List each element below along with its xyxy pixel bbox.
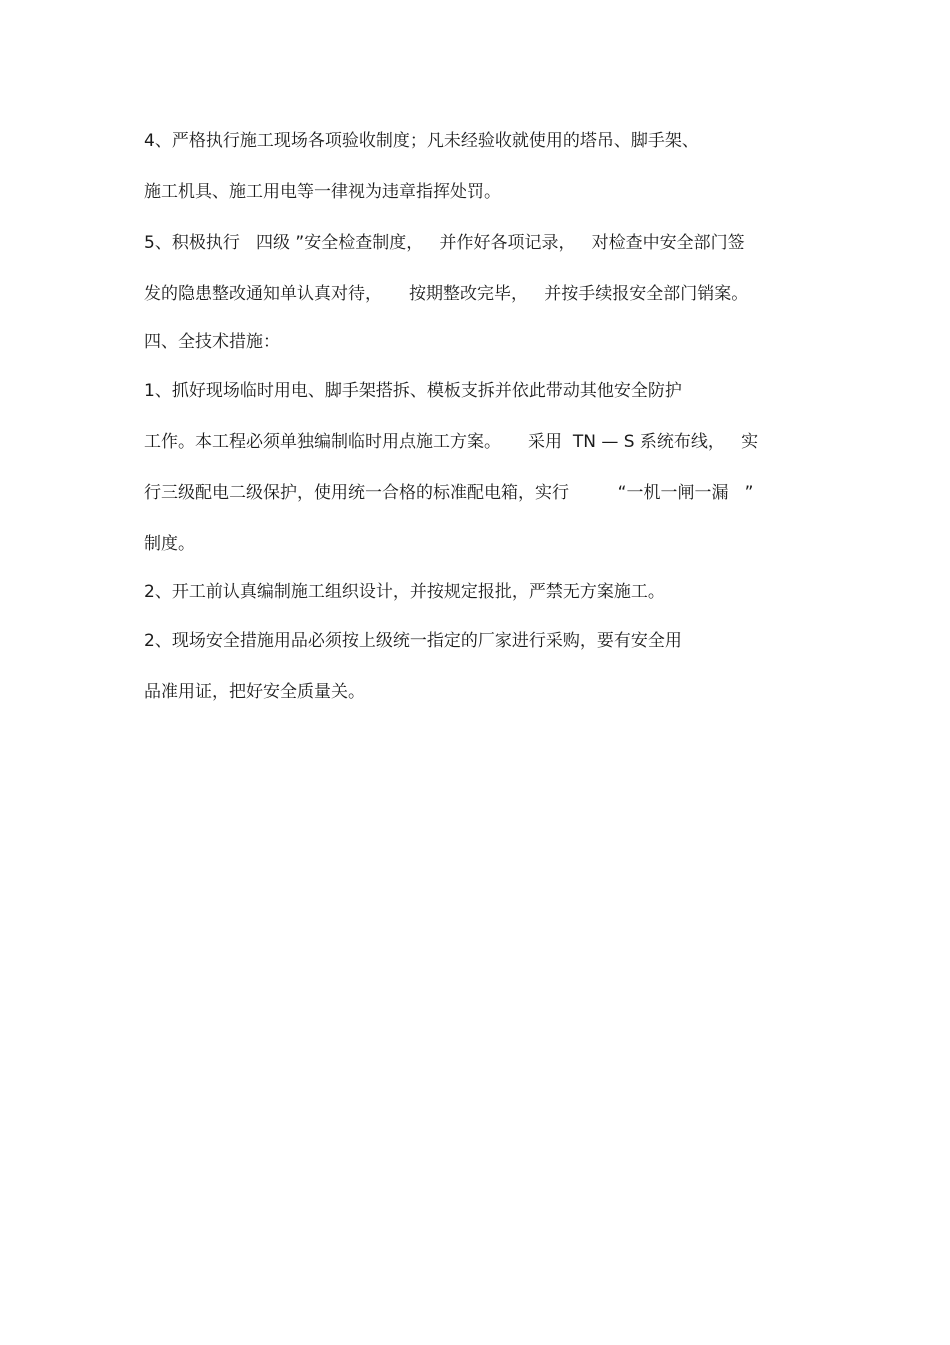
text-line: 1、抓好现场临时用电、脚手架搭拆、模板支拆并依此带动其他安全防护 [144, 381, 682, 401]
text-line: 工作。本工程必须单独编制临时用点施工方案。 采用 TN — S 系统布线， 实 [144, 432, 759, 452]
section-heading: 四、全技术措施： [144, 332, 280, 352]
text-line: 行三级配电二级保护，使用统一合格的标准配电箱，实行 “一机一闸一漏 ” [144, 483, 754, 503]
text-line: 施工机具、施工用电等一律视为违章指挥处罚。 [144, 182, 501, 202]
text-line: 制度。 [144, 534, 195, 554]
text-line: 发的隐患整改通知单认真对待， 按期整改完毕， 并按手续报安全部门销案。 [144, 284, 749, 304]
text-line: 品准用证，把好安全质量关。 [144, 682, 365, 702]
text-line: 2、现场安全措施用品必须按上级统一指定的厂家进行采购，要有安全用 [144, 631, 682, 651]
text-line: 4、严格执行施工现场各项验收制度；凡未经验收就使用的塔吊、脚手架、 [144, 131, 699, 151]
text-line: 2、开工前认真编制施工组织设计，并按规定报批，严禁无方案施工。 [144, 582, 665, 602]
text-line: 5、积极执行 四级 ”安全检查制度， 并作好各项记录， 对检查中安全部门签 [144, 233, 745, 253]
